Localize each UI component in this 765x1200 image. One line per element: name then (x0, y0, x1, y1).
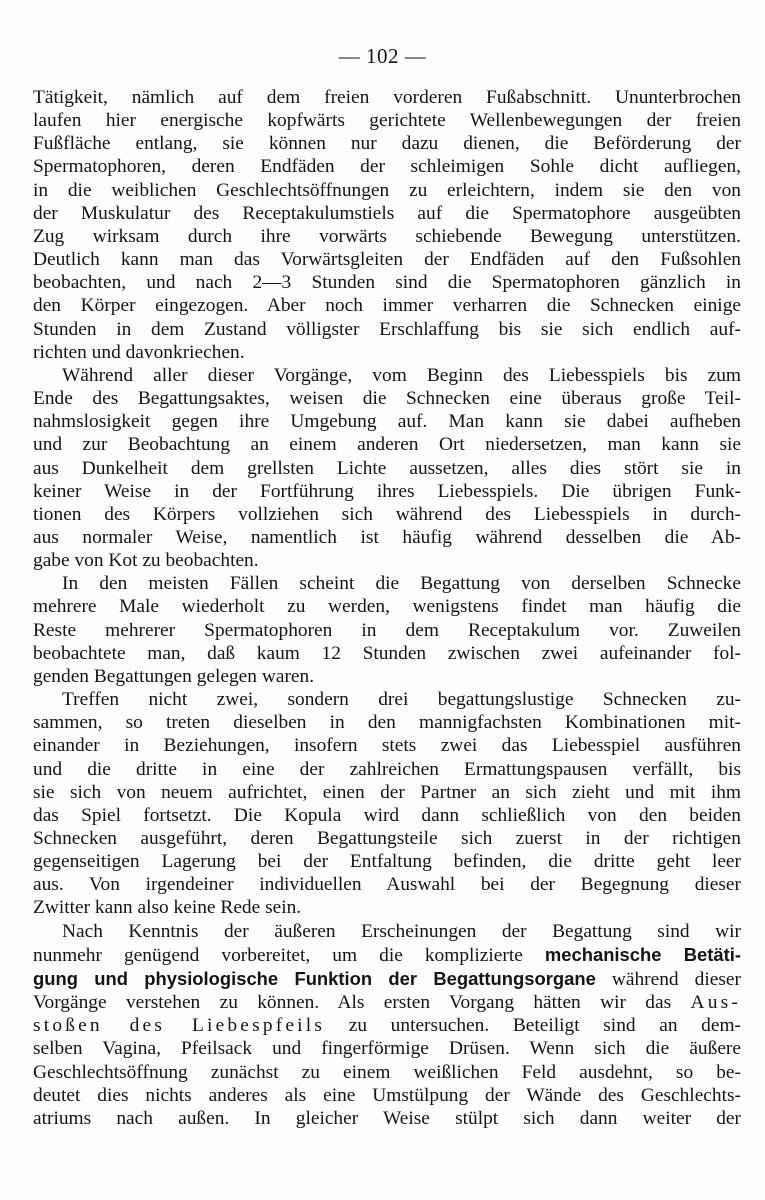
emphasis-run: mechanische Betäti- (544, 943, 741, 965)
text-line: nahmslosigkeit gegen ihre Umgebung auf. Man kann sie dabei aufheben (33, 411, 741, 433)
text-line: selben Vagina, Pfeilsack und fingerförmige Drüsen. Wenn sich die äußere (33, 1038, 741, 1060)
text-line: Zug wirksam durch ihre vorwärts schiebende Bewegung unterstützen. (33, 225, 741, 247)
text-run: nunmehr genügend vorbereitet, um die komplizierte (33, 944, 545, 966)
text-line: den Körper eingezogen. Aber noch immer verharren die Schnecken einige (33, 295, 741, 317)
text-line (33, 943, 741, 967)
text-line: Treffen nicht zwei, sondern drei begattungslustige Schnecken zu- (62, 689, 741, 711)
text-line: einander in Beziehungen, insofern stets zwei das Liebesspiel ausführen (33, 735, 741, 757)
spaced-term: Aus- (690, 992, 741, 1014)
text-line: und zur Beobachtung an einem anderen Ort niedersetzen, man kann sie (33, 434, 741, 456)
page-number: — 102 — (338, 44, 427, 68)
text-line: Ende des Begattungsaktes, weisen die Schnecken eine überaus große Teil- (33, 388, 741, 410)
text-line: und die dritte in eine der zahlreichen Ermattungspausen verfällt, bis (33, 758, 741, 780)
text-line: Stunden in dem Zustand völligster Erschlaffung bis sie sich endlich auf- (33, 318, 741, 340)
paragraph-4 (33, 688, 741, 920)
text-line: Zwitter kann also keine Rede sein. (33, 897, 302, 919)
text-line (33, 1014, 741, 1037)
text-line: Nach Kenntnis der äußeren Erscheinungen der Begattung sind wir (62, 920, 741, 942)
text-line: laufen hier energische kopfwärts gerichtete Wellenbewegungen der freien (33, 110, 741, 132)
text-line: atriums nach außen. In gleicher Weise stülpt sich dann weiter der (33, 1107, 741, 1129)
text-run: Vorgänge verstehen zu können. Als ersten Vorgang hätten wir das (33, 992, 691, 1014)
text-line: in die weiblichen Geschlechtsöffnungen zu erleichtern, indem sie den von (33, 179, 741, 201)
text-line: genden Begattungen gelegen waren. (33, 665, 315, 687)
paragraph-1 (33, 86, 741, 364)
text-line: richten und davonkriechen. (33, 341, 245, 363)
text-line: Spermatophoren, deren Endfäden der schleimigen Sohle dicht aufliegen, (33, 156, 741, 178)
text-line: Fußfläche entlang, sie können nur dazu dienen, die Beförderung der (33, 133, 741, 155)
text-line (33, 991, 741, 1014)
text-line: mehrere Male wiederholt zu werden, wenigstens findet man häufig die (33, 596, 741, 618)
text-run: zu untersuchen. Beteiligt sind an dem- (325, 1015, 741, 1037)
text-line: Tätigkeit, nämlich auf dem freien vorderen Fußabschnitt. Ununterbrochen (33, 87, 741, 108)
text-line: gegenseitigen Lagerung bei der Entfaltung befinden, die dritte geht leer (33, 851, 741, 873)
text-line: aus. Von irgendeiner individuellen Auswahl bei der Begegnung dieser (33, 874, 741, 896)
text-line: sie sich von neuem aufrichtet, einen der Partner an sich zieht und mit ihm (33, 781, 741, 803)
text-line: sammen, so treten dieselben in den mannigfachsten Kombinationen mit- (33, 712, 741, 734)
text-line: Während aller dieser Vorgänge, vom Beginn des Liebesspiels bis zum (62, 364, 741, 386)
text-run: während dieser (595, 968, 741, 990)
text-line: In den meisten Fällen scheint die Begattung von derselben Schnecke (62, 573, 741, 595)
text-line: beobachtete man, daß kaum 12 Stunden zwischen zwei aufeinander fol- (33, 642, 741, 664)
text-line: Geschlechtsöffnung zunächst zu einem weißlichen Feld ausdehnt, so be- (33, 1061, 741, 1083)
text-line: aus Dunkelheit dem grellsten Lichte aussetzen, alles dies stört sie in (33, 457, 741, 479)
text-line: tionen des Körpers vollziehen sich während des Liebesspiels in durch- (33, 503, 741, 525)
body-text (33, 86, 741, 1130)
paragraph-5 (33, 920, 741, 1130)
text-line: gabe von Kot zu beobachten. (33, 550, 259, 572)
text-line: beobachten, und nach 2—3 Stunden sind die Spermatophoren gänzlich in (33, 272, 741, 294)
emphasis-run: gung und physiologische Funktion der Begattungsorgane (33, 967, 596, 989)
spaced-term: stoßen des Liebespfeils (33, 1015, 326, 1037)
text-line: Reste mehrerer Spermatophoren in dem Receptakulum vor. Zuweilen (33, 619, 741, 641)
paragraph-2 (33, 364, 741, 572)
text-line: keiner Weise in der Fortführung ihres Liebesspiels. Die übrigen Funk- (33, 480, 741, 502)
text-line (33, 967, 741, 991)
text-line: deutet dies nichts anderes als eine Umstülpung der Wände des Geschlechts- (33, 1084, 741, 1106)
paragraph-3 (33, 572, 741, 688)
text-line: das Spiel fortsetzt. Die Kopula wird dann schließlich von den beiden (33, 804, 741, 826)
text-line: Deutlich kann man das Vorwärtsgleiten der Endfäden auf den Fußsohlen (33, 249, 741, 271)
text-line: aus normaler Weise, namentlich ist häufig während desselben die Ab- (33, 526, 741, 548)
text-line: der Muskulatur des Receptakulumstiels auf die Spermatophore ausgeübten (33, 202, 741, 224)
text-line: Schnecken ausgeführt, deren Begattungsteile sich zuerst in der richtigen (33, 828, 741, 849)
